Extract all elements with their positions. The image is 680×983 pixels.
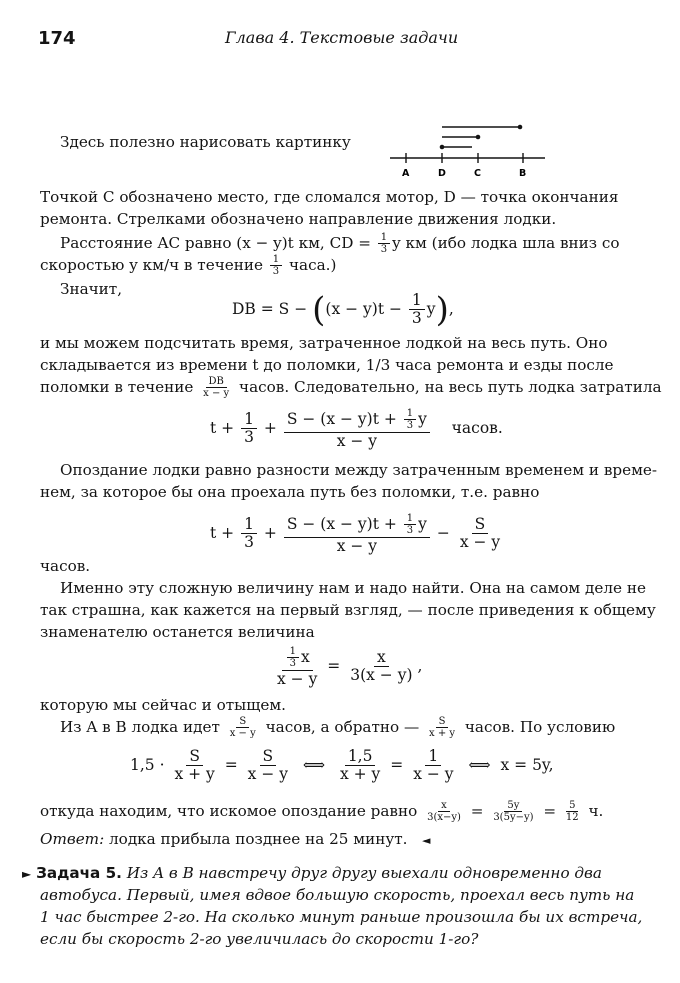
text-line: так страшна, как кажется на первый взгляд, — после приведения к общему (40, 601, 656, 619)
text-line: Расстояние AC равно (x − y)t км, CD = $\frac{1}{3}$ y км (ибо лодка шла вниз со (60, 232, 620, 256)
text-line: Из A в B лодка идет $\frac{S}{x - y}$ часов, а обратно — $\frac{S}{x + y}$ часов. По условию (60, 716, 616, 740)
text-line: знаменателю останется величина (40, 623, 315, 641)
task-line: ► Задача 5. Из A в B навстречу друг другу выехали одновременно два (22, 864, 602, 882)
text-line: Опоздание лодки равно разности между затраченным временем и време- (60, 461, 658, 479)
formula-simplified: $\frac{1}{3}$ x x − y = $\frac{x}{3(x - y)}$ , (277, 646, 423, 688)
text-line: поломки в течение $\frac{DB}{x - y}$ часов. Следовательно, на весь путь лодка затратила (40, 376, 662, 400)
text-line: и мы можем подсчитать время, затраченное лодкой на весь путь. Оно (40, 334, 608, 352)
text-line: часов. (40, 557, 91, 575)
fraction-one-third: $\frac{1}{3}$ (270, 254, 282, 278)
formula-total-time: t + $\frac{1}{3}$ + S − (x − y)t + $\frac{1}{3}$ y x − y часов. (210, 408, 503, 450)
arrow-full-head (518, 125, 523, 130)
label-D: D (438, 168, 446, 179)
answer-label: Ответ: (40, 830, 105, 848)
route-diagram (380, 118, 550, 180)
text-line: ремонта. Стрелками обозначено направление движения лодки. (40, 210, 557, 228)
fraction-db-over-xmy: $\frac{DB}{x - y}$ (203, 376, 230, 400)
answer-line (40, 828, 430, 852)
formula-db: DB = S − ((x − y)t − $\frac{1}{3}$ y), (232, 289, 454, 330)
task-line: 1 час быстрее 2-го. На сколько минут раньше произошла бы их встреча, (40, 908, 643, 926)
label-C: C (474, 168, 481, 179)
label-A: A (402, 168, 410, 179)
running-title: Глава 4. Текстовые задачи (225, 28, 459, 47)
page-number: 174 (38, 28, 76, 49)
formula-condition: 1,5 · $\frac{S}{x + y}$ = $\frac{S}{x - y}$ ⟺ $\frac{1,5}{x + y}$ = $\frac{1}{x - y}$ ⟺ x = 5y, (130, 747, 554, 784)
text-line: Именно эту сложную величину нам и надо найти. Она на самом деле не (60, 579, 646, 597)
text-line: Точкой C обозначено место, где сломался мотор, D — точка окончания (40, 188, 619, 206)
diagram-caption: Здесь полезно нарисовать картинку (60, 133, 351, 151)
text-line: скоростью y км/ч в течение $\frac{1}{3}$ часа.) (40, 254, 337, 278)
end-of-solution-icon: ◄ (421, 834, 431, 847)
fraction-one-third: $\frac{1}{3}$ (378, 232, 390, 256)
task-line: если бы скорость 2-го увеличилась до скорости 1-го? (40, 930, 479, 948)
text-line: нем, за которое бы она проехала путь без поломки, т.е. равно (40, 483, 540, 501)
text-line: складывается из времени t до поломки, 1/3 часа ремонта и езды после (40, 356, 614, 374)
text-line: Значит, (60, 280, 123, 298)
label-B: B (519, 168, 527, 179)
text-line: откуда находим, что искомое опоздание равно $\frac{x}{3(x-y)}$ = $\frac{5y}{3(5y-y)}$ = $\frac{5}{12}$ ч. (40, 800, 604, 824)
answer-text: лодка прибыла позднее на 25 минут. (109, 830, 408, 848)
formula-delay: t + $\frac{1}{3}$ + S − (x − y)t + $\frac{1}{3}$ y x − y − $\frac{S}{x - y}$ (210, 513, 501, 555)
task-line: автобуса. Первый, имея вдвое большую скорость, проехал весь путь на (40, 886, 635, 904)
task-label: Задача 5. (36, 864, 122, 882)
text-line: которую мы сейчас и отыщем. (40, 696, 286, 714)
task-marker-icon: ► (22, 867, 32, 881)
